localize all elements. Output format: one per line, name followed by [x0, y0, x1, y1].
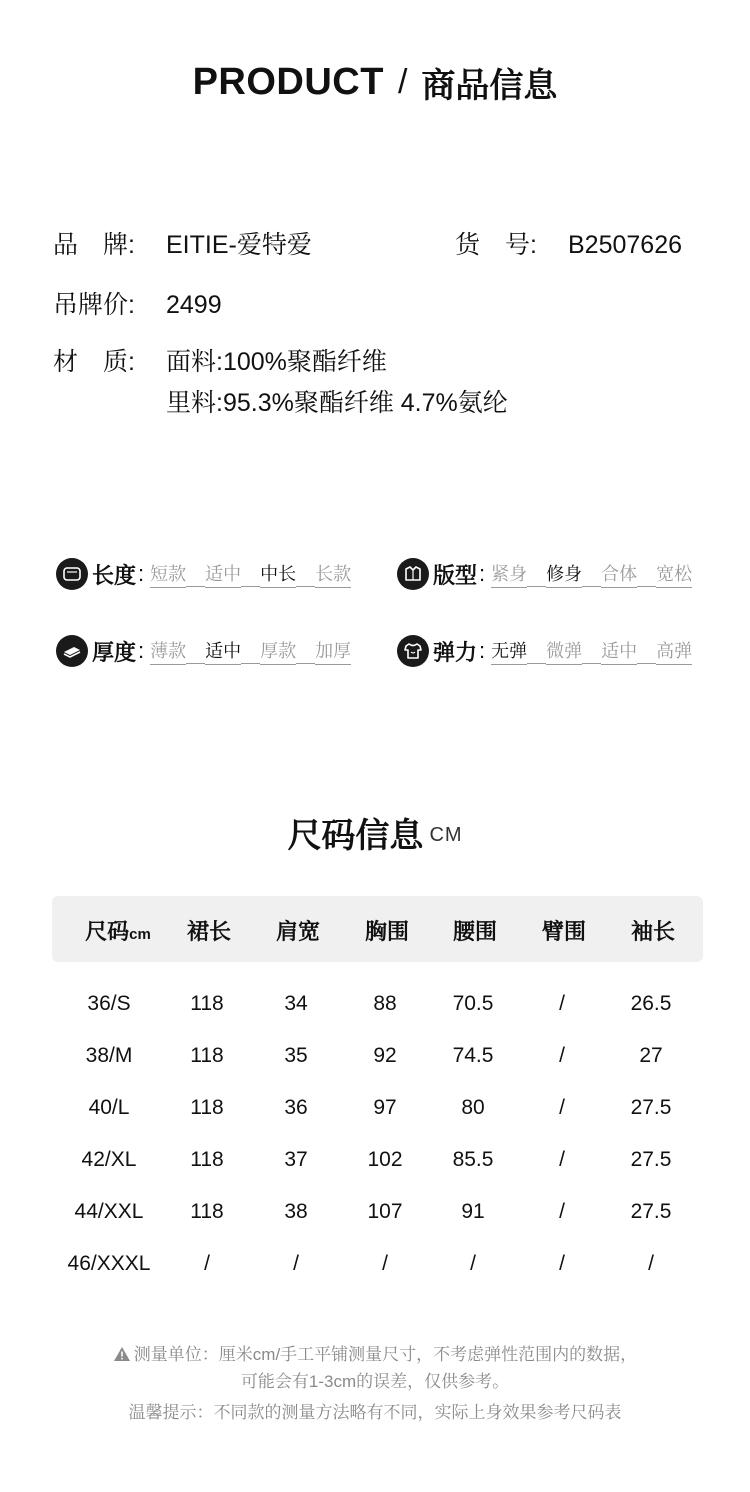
- table-cell: /: [204, 1252, 210, 1275]
- title-chinese: 商品信息: [421, 67, 558, 105]
- title-separator: /: [397, 63, 408, 101]
- sku-value: B2507626: [568, 231, 683, 259]
- option-moderate-selected: 适中: [205, 637, 241, 665]
- option-slim-selected: 修身: [546, 560, 582, 588]
- option-short: 短款: [150, 560, 186, 588]
- table-cell: 40/L: [88, 1096, 130, 1119]
- attr-length-label: 长度: [92, 562, 137, 588]
- size-title-unit: CM: [429, 824, 463, 846]
- table-cell: 74.5: [452, 1044, 494, 1067]
- option-midlong-selected: 中长: [260, 560, 296, 588]
- table-cell: 26.5: [630, 992, 672, 1015]
- table-cell: 44/XXL: [74, 1200, 144, 1223]
- option-thick: 厚款: [260, 637, 296, 665]
- option-medium-stretch: 适中: [601, 637, 637, 665]
- price-label: 吊牌价:: [53, 291, 135, 319]
- table-cell: /: [559, 1096, 565, 1119]
- option-no-stretch-selected: 无弹: [491, 637, 527, 665]
- attr-length-options: [150, 560, 351, 588]
- table-cell: 70.5: [452, 992, 494, 1015]
- attr-length-colon: :: [138, 561, 145, 586]
- table-cell: /: [559, 1044, 565, 1067]
- attr-fit-label: 版型: [433, 562, 478, 588]
- table-cell: 42/XL: [81, 1148, 137, 1171]
- attr-stretch-label: 弹力: [433, 639, 478, 665]
- attr-thickness-colon: :: [138, 638, 145, 663]
- table-cell: 118: [190, 1096, 224, 1119]
- option-extra-thick: 加厚: [315, 637, 351, 665]
- table-cell: 91: [461, 1200, 485, 1223]
- page-title: [0, 58, 750, 107]
- option-loose: 宽松: [656, 560, 692, 588]
- table-cell: 92: [373, 1044, 397, 1067]
- table-cell: 27.5: [630, 1096, 672, 1119]
- table-cell: 27: [639, 1044, 663, 1067]
- brand-label: 品 牌:: [53, 231, 135, 259]
- option-tight: 紧身: [491, 560, 527, 588]
- dress-length-icon: [56, 558, 88, 590]
- table-cell: 37: [284, 1148, 308, 1171]
- table-cell: 118: [190, 992, 224, 1015]
- measurement-note-line2: 可能会有1-3cm的误差，仅供参考。: [240, 1372, 510, 1391]
- table-cell: /: [559, 1200, 565, 1223]
- table-cell: 118: [190, 1044, 224, 1067]
- table-cell: /: [559, 992, 565, 1015]
- measurement-note-line1: [0, 1340, 750, 1365]
- title-english: PRODUCT: [192, 61, 384, 103]
- table-cell: 35: [284, 1044, 308, 1067]
- table-cell: 38/M: [85, 1044, 133, 1067]
- table-cell: 118: [190, 1200, 224, 1223]
- attr-thickness: [56, 631, 351, 671]
- table-cell: 34: [284, 992, 308, 1015]
- table-cell: 80: [461, 1096, 485, 1119]
- price-value: 2499: [166, 291, 222, 319]
- brand-value: EITIE-爱特爱: [166, 231, 312, 259]
- header-dress-length: 裙长: [186, 919, 231, 944]
- header-sleeve: 袖长: [630, 919, 675, 944]
- table-cell: /: [293, 1252, 299, 1275]
- material-outer: 面料:100%聚酯纤维: [166, 348, 387, 376]
- attr-fit: [397, 554, 692, 594]
- table-cell: 38: [284, 1200, 308, 1223]
- tshirt-stretch-icon: [397, 635, 429, 667]
- warning-icon: [113, 1346, 131, 1362]
- header-bust: 胸围: [364, 919, 409, 944]
- option-medium: 适中: [205, 560, 241, 588]
- table-cell: /: [470, 1252, 476, 1275]
- table-cell: 27.5: [630, 1200, 672, 1223]
- table-cell: /: [382, 1252, 388, 1275]
- attr-thickness-options: [150, 637, 351, 665]
- header-waist: 腰围: [452, 919, 497, 944]
- size-title-text: 尺码信息: [287, 817, 424, 855]
- material-lining: 里料:95.3%聚酯纤维 4.7%氨纶: [166, 389, 508, 417]
- table-cell: /: [559, 1252, 565, 1275]
- table-cell: 102: [367, 1148, 403, 1171]
- attr-thickness-label: 厚度: [92, 639, 137, 665]
- fabric-thickness-icon: [56, 635, 88, 667]
- option-long: 长款: [315, 560, 351, 588]
- option-slight-stretch: 微弹: [546, 637, 582, 665]
- attr-stretch-colon: :: [479, 638, 486, 663]
- body-fit-icon: [397, 558, 429, 590]
- table-cell: 97: [373, 1096, 397, 1119]
- header-size-label: 尺码: [85, 919, 130, 944]
- table-cell: 107: [367, 1200, 403, 1223]
- table-cell: /: [559, 1148, 565, 1171]
- table-cell: /: [648, 1252, 654, 1275]
- table-cell: 27.5: [630, 1148, 672, 1171]
- attr-fit-options: [491, 560, 692, 588]
- header-size-unit: cm: [129, 926, 151, 943]
- option-regular: 合体: [601, 560, 637, 588]
- header-size: [68, 915, 168, 946]
- attr-fit-colon: :: [479, 561, 486, 586]
- measurement-tip: 温馨提示：不同款的测量方法略有不同，实际上身效果参考尺码表: [128, 1403, 622, 1422]
- sku-label: 货 号:: [455, 231, 537, 259]
- attr-stretch-options: [491, 637, 692, 665]
- table-cell: 88: [373, 992, 397, 1015]
- attr-stretch: [397, 631, 692, 671]
- measurement-note-text: 测量单位：厘米cm/手工平铺测量尺寸，不考虑弹性范围内的数据，: [133, 1345, 638, 1364]
- material-label: 材 质:: [53, 348, 135, 376]
- table-cell: 118: [190, 1148, 224, 1171]
- table-cell: 36/S: [87, 992, 131, 1015]
- header-shoulder: 肩宽: [275, 919, 320, 944]
- attr-length: [56, 554, 351, 594]
- size-section-title: [0, 808, 750, 857]
- option-high-stretch: 高弹: [656, 637, 692, 665]
- table-cell: 36: [284, 1096, 308, 1119]
- option-thin: 薄款: [150, 637, 186, 665]
- header-arm: 臂围: [541, 919, 586, 944]
- table-cell: 85.5: [452, 1148, 494, 1171]
- table-cell: 46/XXXL: [67, 1252, 151, 1275]
